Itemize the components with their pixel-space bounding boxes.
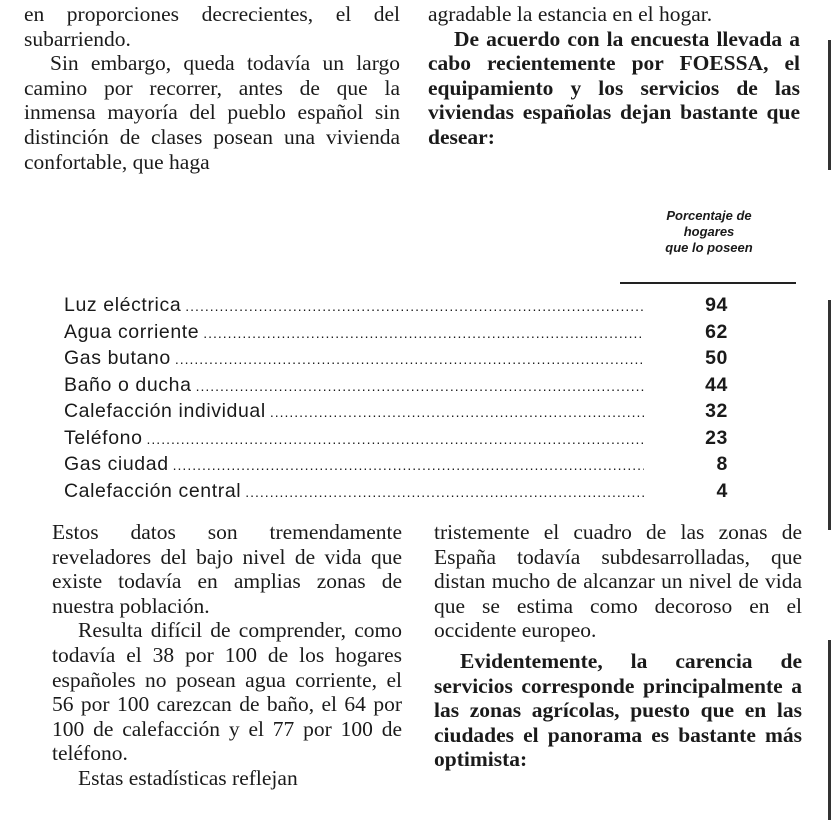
row-value: 62 [705,320,728,343]
row-label: Gas butano [64,347,171,369]
page-edge-mark [828,640,831,820]
leader-dots [203,325,644,341]
header-line: que lo poseen [665,240,753,255]
column-left-top [24,2,400,174]
paragraph: De acuerdo con la encuesta llevada a cabo recientemente por FOESSA, el equipamiento y los servicios de las viviendas españolas dejan bastante que desear: [428,26,800,149]
paragraph: Resulta difícil de comprender, como todavía el 38 por 100 de los hogares españoles no posean agua corriente, el 56 por 100 carezcan de baño, el 64 por 100 de calefacción y el 77 por 100 de teléfono. [52,618,402,766]
paragraph: tristemente el cuadro de las zonas de España todavía subdesarrolladas, que distan mucho de alcanzar un nivel de vida que se estima como decoroso en el occidente europeo. [434,520,802,643]
row-value: 44 [705,373,728,396]
paragraph: Evidentemente, la carencia de servicios corresponde principalmente a las zonas agrícolas, puesto que en las ciudades el panorama es bastante más optimista: [434,648,802,772]
row-value: 32 [705,400,728,422]
paragraph: Estas estadísticas reflejan [78,765,298,790]
leader-dots [175,351,644,367]
table-row [64,294,728,321]
table-row [64,480,728,507]
paragraph: Estos datos son tremendamente reveladores del bajo nivel de vida que existe todavía en amplias zonas de nuestra población. [52,520,402,618]
column-right-bottom [434,520,802,772]
row-label: Luz eléctrica [64,294,182,316]
table-column-header [624,208,794,256]
row-label: Teléfono [64,426,143,449]
table-row [64,347,728,374]
leader-dots [245,484,644,500]
column-left-bottom [52,520,402,791]
table-rule [620,282,796,284]
row-value: 23 [705,426,728,449]
table-row [64,400,728,427]
row-label: Calefacción individual [64,400,266,422]
table-row [64,453,728,480]
row-value: 4 [716,479,728,502]
paragraph: Sin embargo, queda todavía un largo camino por recorrer, antes de que la inmensa mayoría del pueblo español sin distinción de clases posean una vivienda confortable, que haga [24,51,400,174]
header-line: Porcentaje de [666,208,752,223]
table-row [64,374,728,401]
leader-dots [147,431,644,447]
row-label: Baño o ducha [64,373,192,396]
leader-dots [270,404,644,420]
leader-dots [173,457,644,473]
equipment-table [64,294,728,506]
page-edge-mark [828,300,831,530]
row-label: Calefacción central [64,479,242,502]
table-row [64,427,728,454]
paragraph: agradable la estancia en el hogar. [428,2,713,26]
table-row [64,321,728,348]
row-value: 50 [705,347,728,369]
row-label: Gas ciudad [64,453,169,475]
paragraph: en proporciones decrecientes, el del subarriendo. [24,2,400,51]
row-label: Agua corriente [64,320,200,343]
row-value: 8 [716,453,728,475]
row-value: 94 [705,294,728,316]
leader-dots [185,298,644,314]
column-right-top [428,2,800,150]
page-edge-mark [828,40,831,170]
leader-dots [196,378,644,394]
header-line: hogares [683,224,735,239]
